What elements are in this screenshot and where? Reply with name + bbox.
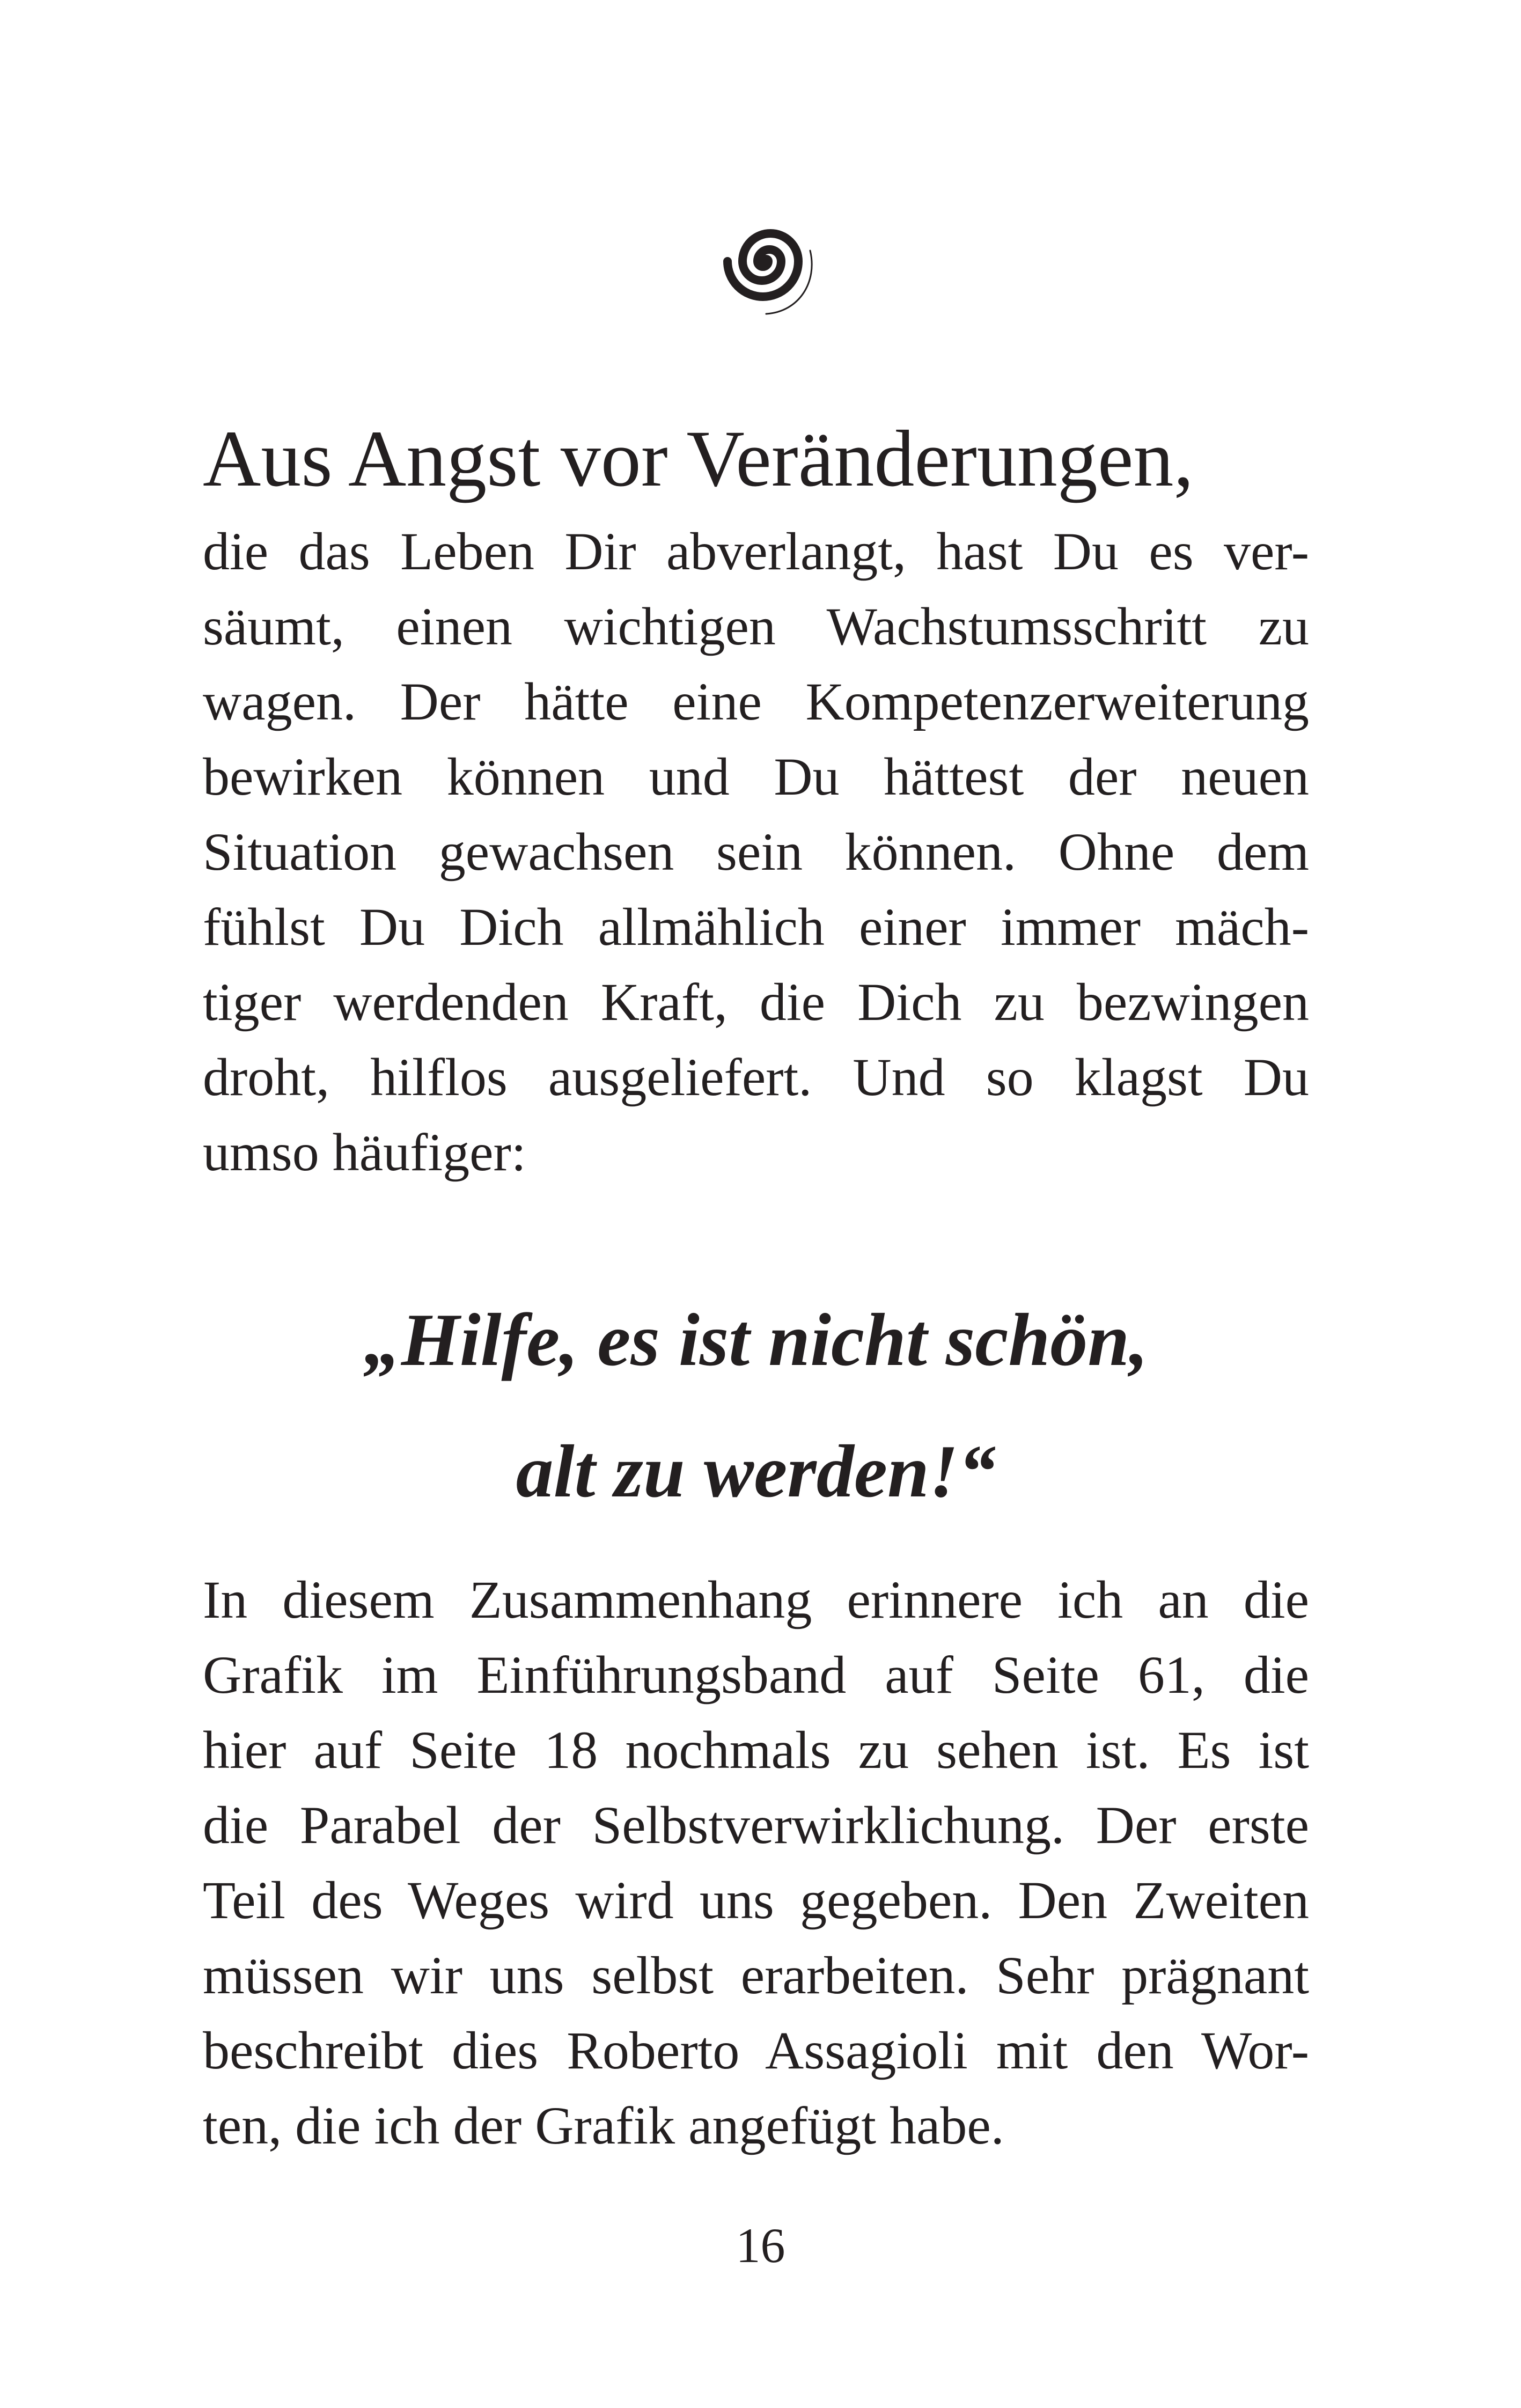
text-line: müssen wir uns selbst erarbeiten. Sehr prägnant: [203, 1946, 1309, 2005]
text-line: Grafik im Einführungsband auf Seite 61, die: [203, 1645, 1309, 1705]
section-heading: Aus Angst vor Veränderungen,: [203, 414, 1194, 503]
page-number: 16: [736, 2218, 785, 2273]
text-line: In diesem Zusammenhang erinnere ich an die: [203, 1570, 1309, 1629]
text-line: droht, hilflos ausgeliefert. Und so klagst Du: [203, 1047, 1309, 1107]
spiral-icon: [707, 201, 825, 319]
text-line: die das Leben Dir abverlangt, hast Du es ver-: [203, 522, 1309, 581]
text-line: fühlst Du Dich allmählich einer immer mäch-: [203, 897, 1309, 957]
paragraph-context: [203, 1562, 1309, 2163]
text-line: säumt, einen wichtigen Wachstumsschritt zu: [203, 597, 1309, 656]
text-line: ten, die ich der Grafik angefügt habe.: [203, 2096, 1004, 2155]
text-line: die Parabel der Selbstverwirklichung. Der erste: [203, 1795, 1309, 1855]
text-line: wagen. Der hätte eine Kompetenzerweiterung: [203, 672, 1309, 731]
text-line: bewirken können und Du hättest der neuen: [203, 747, 1309, 806]
text-line: Situation gewachsen sein können. Ohne dem: [203, 822, 1309, 882]
text-line: beschreibt dies Roberto Assagioli mit den Wor-: [203, 2021, 1309, 2080]
quote-line: alt zu werden!“: [516, 1430, 996, 1513]
text-line: hier auf Seite 18 nochmals zu sehen ist. Es ist: [203, 1720, 1309, 1780]
text-line: Teil des Weges wird uns gegeben. Den Zweiten: [203, 1870, 1309, 1930]
quote-block: [203, 1274, 1309, 1537]
quote-line: „Hilfe, es ist nicht schön,: [363, 1298, 1149, 1382]
text-line: umso häufiger:: [203, 1122, 526, 1182]
text-line: tiger werdenden Kraft, die Dich zu bezwingen: [203, 972, 1309, 1032]
paragraph-intro: [203, 514, 1309, 1190]
